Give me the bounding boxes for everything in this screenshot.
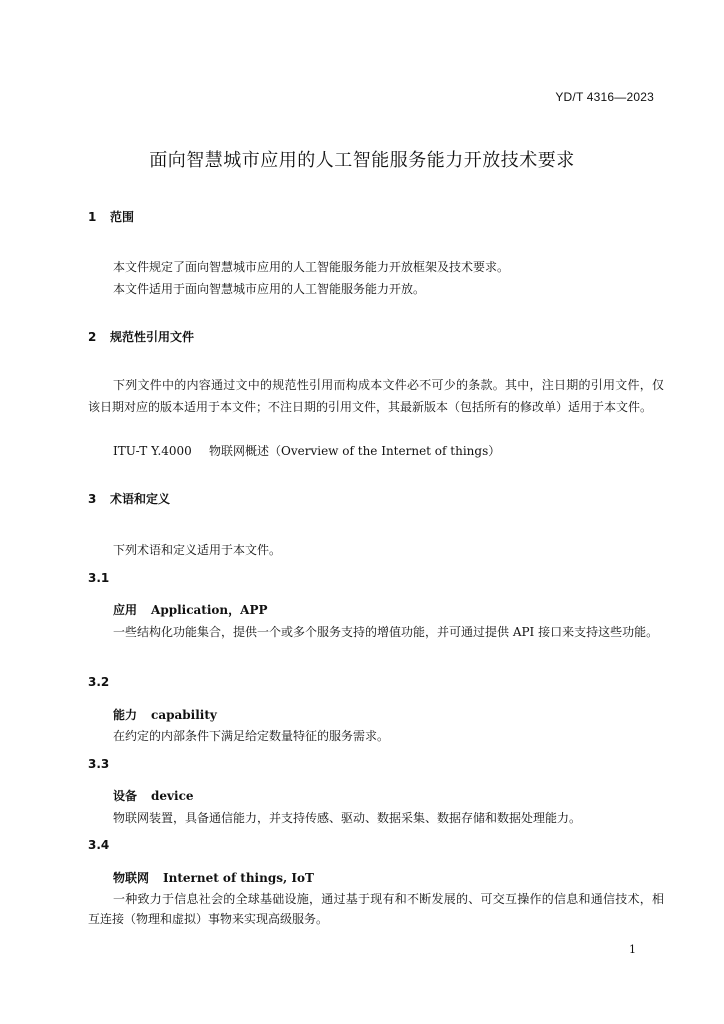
term-zh: 设备 xyxy=(113,789,138,803)
term-definition: 一种致力于信息社会的全球基础设施，通过基于现有和不断发展的、可交互操作的信息和通信技术，相互连接（物理和虚拟）事物来实现高级服务。 xyxy=(88,892,664,926)
section-number: 3 xyxy=(88,492,97,506)
section-number: 1 xyxy=(88,210,97,224)
section-heading-normative-refs xyxy=(88,328,194,345)
term-zh: 物联网 xyxy=(113,871,150,885)
term-definition: 一些结构化功能集合，提供一个或多个服务支持的增值功能，并可通过提供 API 接口来支持这些功能。 xyxy=(113,625,659,639)
reference-title: 物联网概述（Overview of the Internet of things） xyxy=(209,444,501,458)
term-zh: 能力 xyxy=(113,708,138,722)
section-heading-scope xyxy=(88,208,134,225)
section-number: 2 xyxy=(88,330,97,344)
term-en: Application，APP xyxy=(151,603,268,617)
reference-entry xyxy=(113,442,500,459)
standard-number: YD/T 4316—2023 xyxy=(555,90,654,104)
term-heading xyxy=(113,601,268,618)
term-number: 3.4 xyxy=(88,838,110,852)
section-title: 范围 xyxy=(110,210,135,224)
reference-code: ITU-T Y.4000 xyxy=(113,444,192,458)
terms-intro: 下列术语和定义适用于本文件。 xyxy=(113,543,282,557)
term-zh: 应用 xyxy=(113,603,138,617)
scope-paragraph: 本文件规定了面向智慧城市应用的人工智能服务能力开放框架及技术要求。 xyxy=(113,260,510,274)
term-number: 3.2 xyxy=(88,675,110,689)
term-heading xyxy=(113,706,217,723)
term-definition: 在约定的内部条件下满足给定数量特征的服务需求。 xyxy=(113,729,390,743)
term-number: 3.1 xyxy=(88,571,110,585)
scope-paragraph: 本文件适用于面向智慧城市应用的人工智能服务能力开放。 xyxy=(113,282,426,296)
term-en: capability xyxy=(151,708,217,722)
term-heading xyxy=(113,869,314,886)
normative-refs-intro: 下列文件中的内容通过文中的规范性引用而构成本文件必不可少的条款。其中，注日期的引用文件，仅该日期对应的版本适用于本文件；不注日期的引用文件，其最新版本（包括所有的修改单）适用于本文件。 xyxy=(88,378,664,414)
term-en: device xyxy=(151,789,194,803)
term-number: 3.3 xyxy=(88,757,110,771)
section-title: 规范性引用文件 xyxy=(110,330,195,344)
document-title: 面向智慧城市应用的人工智能服务能力开放技术要求 xyxy=(149,150,575,171)
section-heading-terms xyxy=(88,490,170,507)
section-title: 术语和定义 xyxy=(110,492,171,506)
term-definition: 物联网装置，具备通信能力，并支持传感、驱动、数据采集、数据存储和数据处理能力。 xyxy=(113,811,582,825)
term-heading xyxy=(113,787,194,804)
term-en: Internet of things, IoT xyxy=(163,871,314,885)
page-number: 1 xyxy=(629,943,636,956)
